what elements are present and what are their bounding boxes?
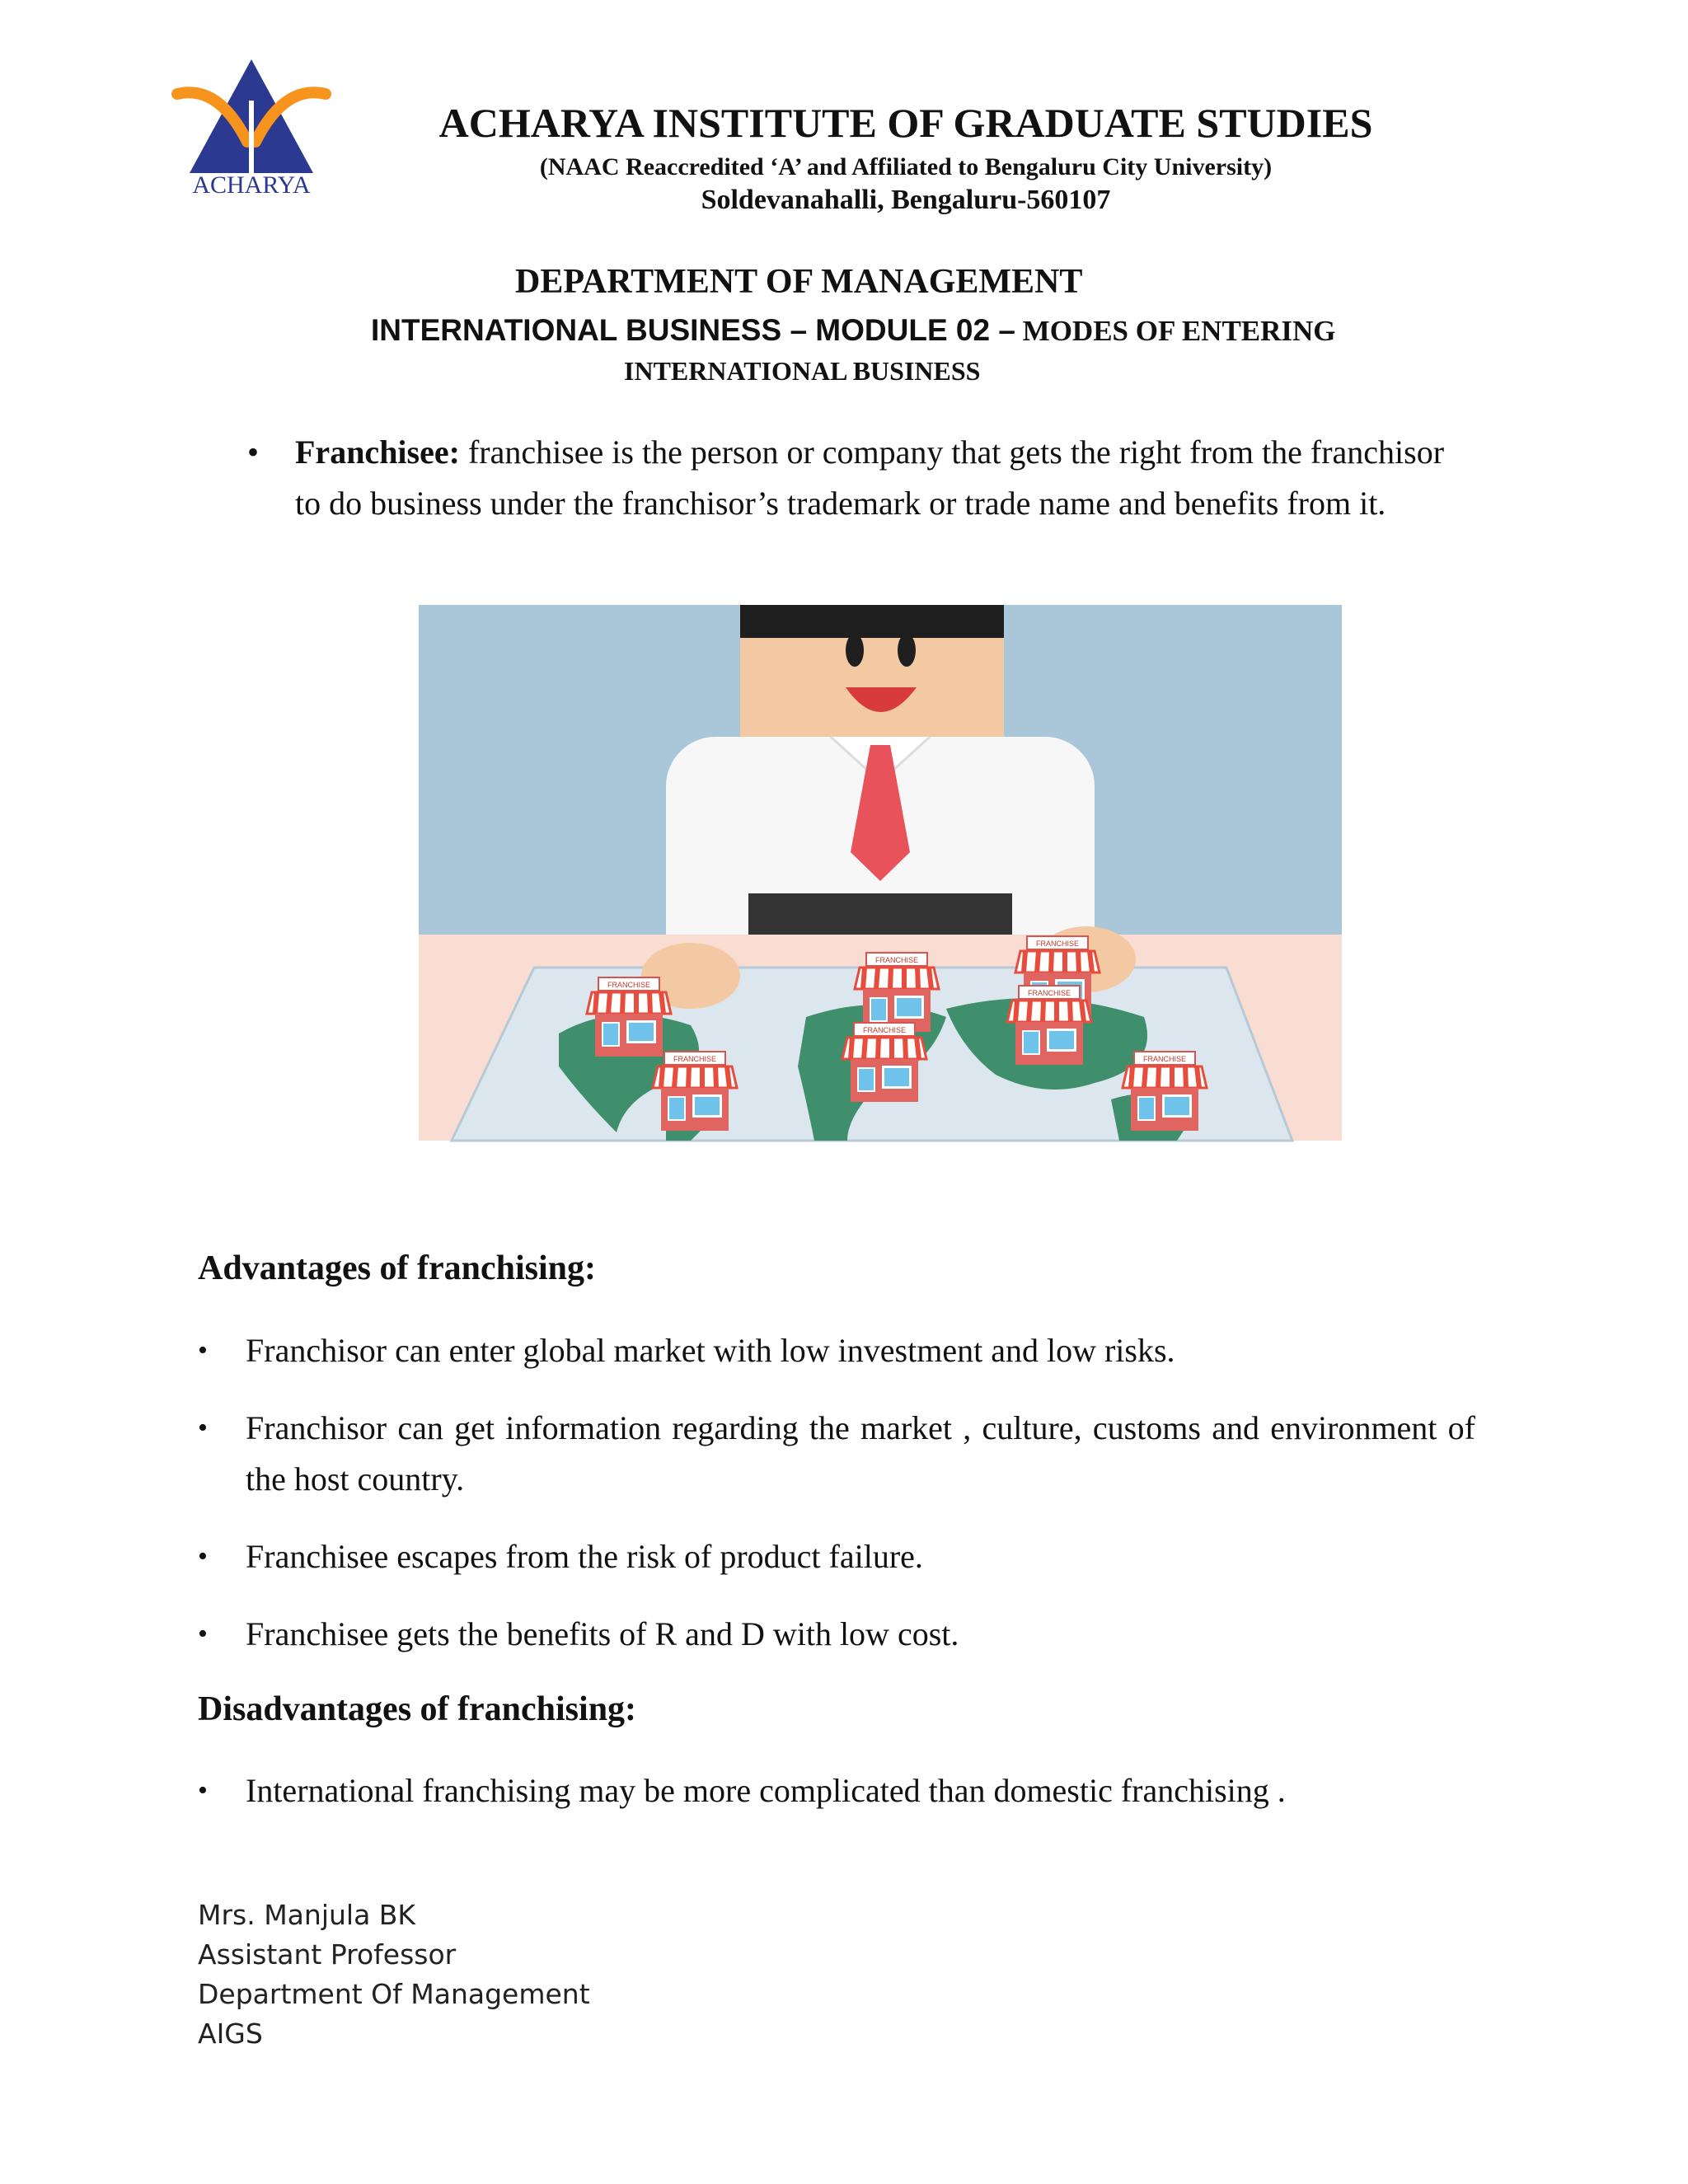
disadvantages-list bbox=[198, 1765, 1475, 1816]
franchise-shop-icon bbox=[1007, 986, 1091, 1065]
franchise-shop-icon bbox=[1123, 1052, 1207, 1131]
author-block bbox=[198, 1896, 590, 2054]
franchise-shop-icon bbox=[842, 1023, 926, 1102]
franchise-shop-icon bbox=[855, 953, 939, 1032]
logo-text: ACHARYA bbox=[192, 171, 311, 199]
franchisee-term: Franchisee: bbox=[295, 434, 460, 471]
advantages-heading: Advantages of franchising: bbox=[198, 1249, 597, 1287]
franchise-shop-icon bbox=[653, 1052, 737, 1131]
list-item: • Franchisor can get information regarding the market , culture, customs and environment of the host country. bbox=[198, 1409, 1475, 1497]
author-institution: AIGS bbox=[198, 2018, 263, 2050]
institute-address: Soldevanahalli, Bengaluru-560107 bbox=[701, 185, 1111, 215]
author-name: Mrs. Manjula BK bbox=[198, 1899, 416, 1931]
institute-title: ACHARYA INSTITUTE OF GRADUATE STUDIES bbox=[438, 100, 1373, 146]
list-item: • Franchisor can enter global market with low investment and low risks. bbox=[198, 1332, 1175, 1369]
disadvantages-heading: Disadvantages of franchising: bbox=[198, 1690, 637, 1728]
module-topic-line2: INTERNATIONAL BUSINESS bbox=[624, 356, 981, 386]
module-title: INTERNATIONAL BUSINESS – MODULE 02 – bbox=[371, 313, 1015, 347]
department-heading: DEPARTMENT OF MANAGEMENT bbox=[515, 263, 1083, 301]
franchise-illustration: FRANCHISE bbox=[419, 605, 1342, 1141]
franchisee-definition bbox=[247, 427, 1475, 529]
list-item: • International franchising may be more complicated than domestic franchising . bbox=[198, 1772, 1286, 1809]
franchise-shop-icon bbox=[587, 977, 671, 1057]
advantages-list bbox=[198, 1325, 1475, 1660]
accreditation-note: (NAAC Reaccredited ‘A’ and Affiliated to Bengaluru City University) bbox=[539, 153, 1273, 180]
bullet: • bbox=[247, 434, 260, 471]
author-department: Department Of Management bbox=[198, 1978, 590, 2010]
franchisee-text: franchisee is the person or company that gets the right from the franchisor to do business under the franchisor’s trademark or trade name and benefits from it. bbox=[295, 434, 1445, 522]
module-heading bbox=[371, 313, 1336, 348]
list-item: • Franchisee escapes from the risk of product failure. bbox=[198, 1538, 923, 1575]
module-topic: MODES OF ENTERING bbox=[1015, 315, 1336, 347]
author-designation: Assistant Professor bbox=[198, 1938, 457, 1971]
list-item: • Franchisee gets the benefits of R and D with low cost. bbox=[198, 1615, 959, 1652]
